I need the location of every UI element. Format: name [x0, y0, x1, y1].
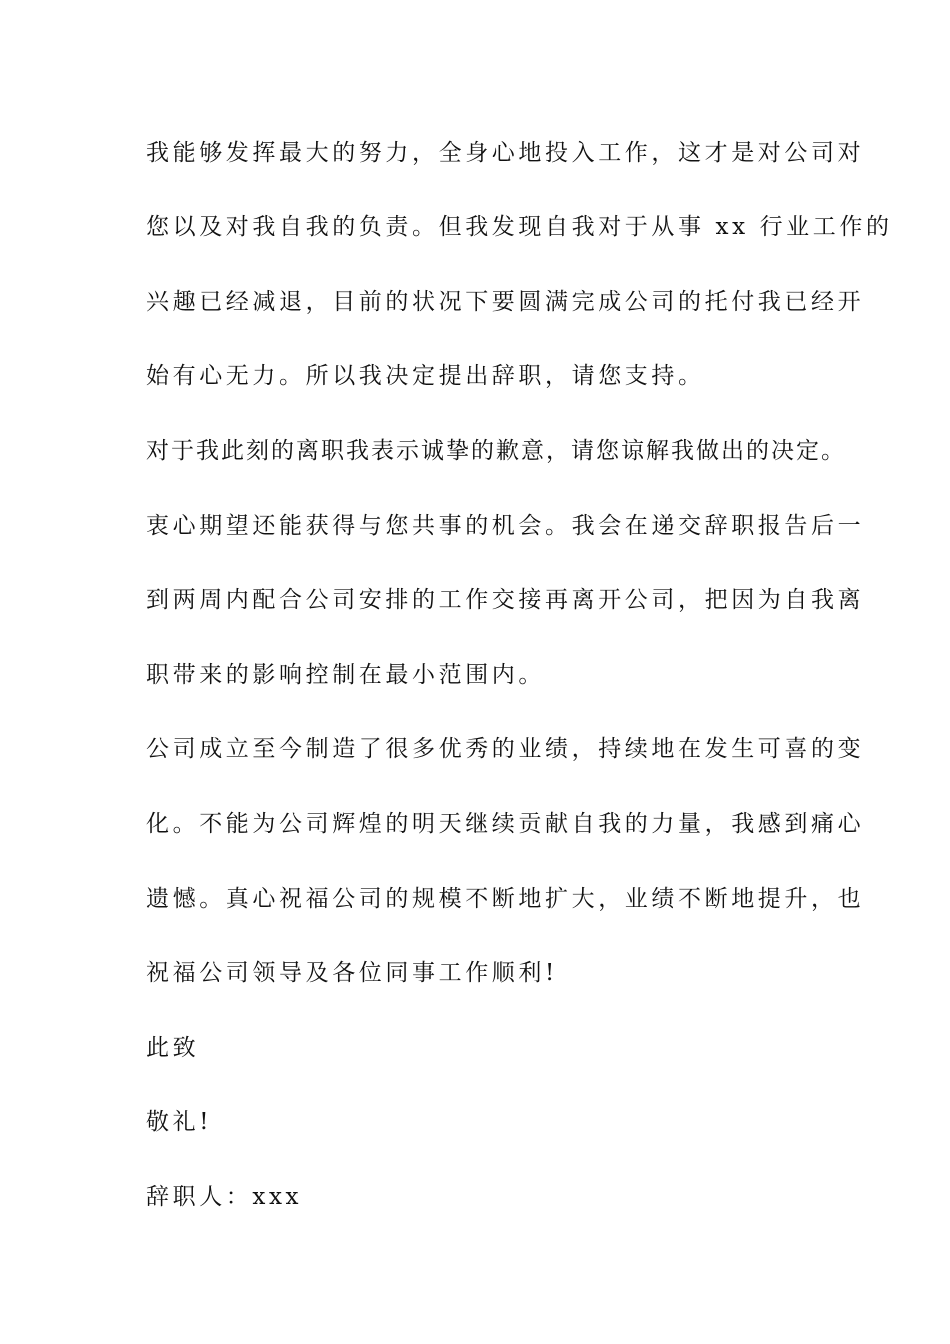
body-text-line: 到两周内配合公司安排的工作交接再离开公司，把因为自我离 [146, 587, 865, 613]
closing-salutation: 此致 [146, 1035, 200, 1061]
body-text-line: 祝福公司领导及各位同事工作顺利! [146, 960, 558, 986]
body-text-line: 化。不能为公司辉煌的明天继续贡献自我的力量，我感到痛心 [146, 811, 865, 837]
body-text-line: 始有心无力。所以我决定提出辞职，请您支持。 [146, 363, 705, 389]
body-text-line: 遗憾。真心祝福公司的规模不断地扩大，业绩不断地提升，也 [146, 886, 865, 912]
body-text-line: 兴趣已经减退，目前的状况下要圆满完成公司的托付我已经开 [146, 289, 865, 315]
body-text-line: 职带来的影响控制在最小范围内。 [146, 662, 545, 688]
body-text-line: 您以及对我自我的负责。但我发现自我对于从事 xx 行业工作的 [146, 214, 893, 240]
closing-regards: 敬礼! [146, 1109, 213, 1135]
body-text-line: 公司成立至今制造了很多优秀的业绩，持续地在发生可喜的变 [146, 736, 865, 762]
body-text-line: 对于我此刻的离职我表示诚挚的歉意，请您谅解我做出的决定。 [146, 438, 846, 464]
body-text-line: 我能够发挥最大的努力，全身心地投入工作，这才是对公司对 [146, 140, 865, 166]
body-text-line: 衷心期望还能获得与您共事的机会。我会在递交辞职报告后一 [146, 513, 865, 539]
signature-line: 辞职人：xxx [146, 1184, 303, 1210]
